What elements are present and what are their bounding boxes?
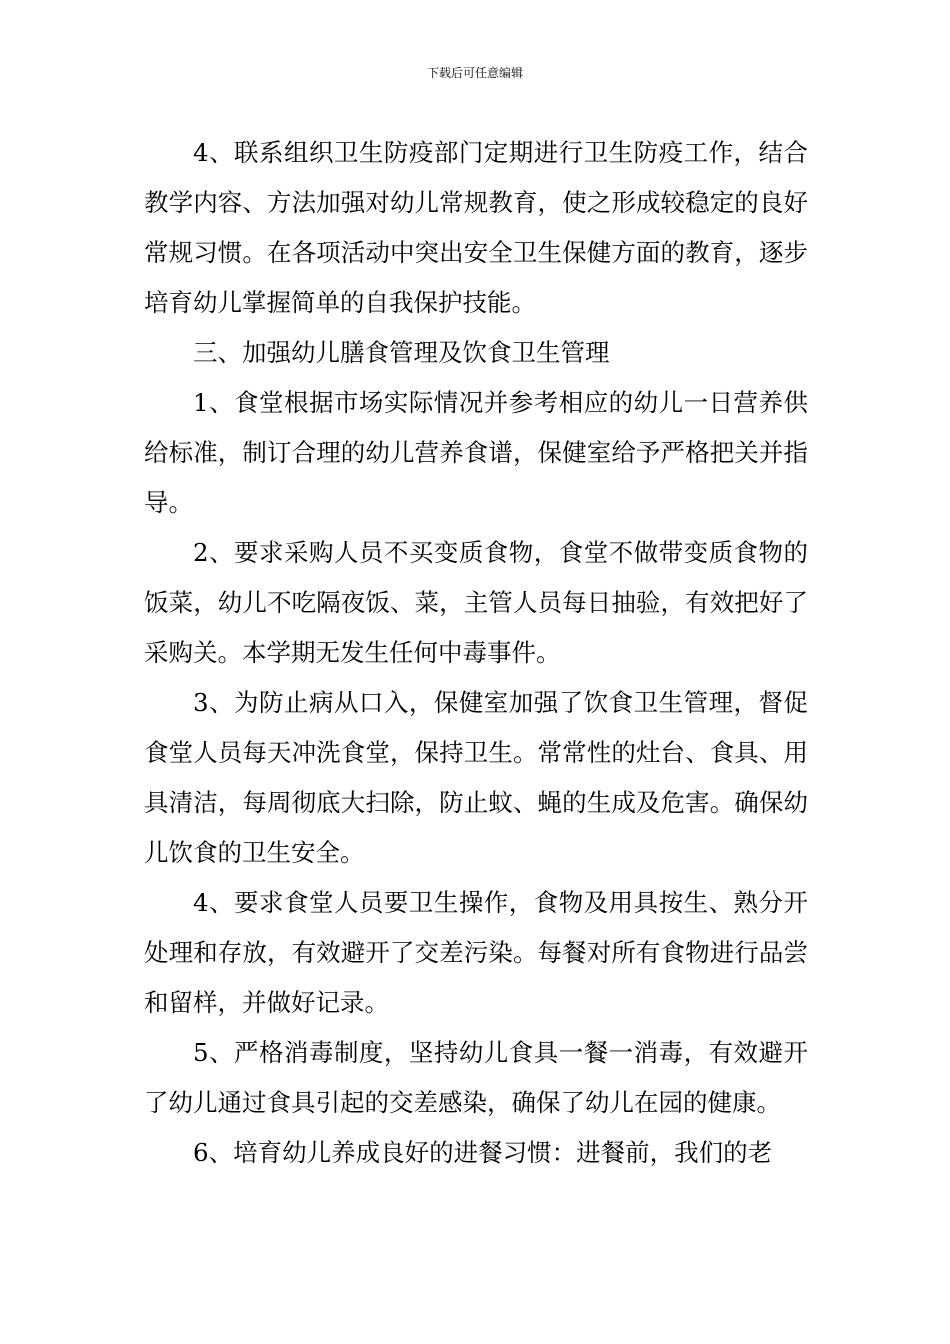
paragraph-item-6-eating-habits: 6、培育幼儿养成良好的进餐习惯：进餐前，我们的老 bbox=[193, 1138, 773, 1167]
paragraph-item-4-food-handling: 4、要求食堂人员要卫生操作，食物及用具按生、熟分开处理和存放，有效避开了交差污染。每餐对所有食物进行品尝和留样，并做好记录。 bbox=[144, 888, 808, 1017]
section-heading-diet-management: 三、加强幼儿膳食管理及饮食卫生管理 bbox=[193, 338, 610, 367]
paragraph-item-1-nutrition-menu: 1、食堂根据市场实际情况并参考相应的幼儿一日营养供给标准，制订合理的幼儿营养食谱，保健室给予严格把关并指导。 bbox=[144, 388, 808, 517]
paragraph-item-4-hygiene-education: 4、联系组织卫生防疫部门定期进行卫生防疫工作，结合教学内容、方法加强对幼儿常规教育，使之形成较稳定的良好常规习惯。在各项活动中突出安全卫生保健方面的教育，逐步培育幼儿掌握简单的自我保护技能。 bbox=[144, 138, 808, 317]
paragraph-item-5-disinfection: 5、严格消毒制度，坚持幼儿食具一餐一消毒，有效避开了幼儿通过食具引起的交差感染，确保了幼儿在园的健康。 bbox=[144, 1038, 808, 1117]
page-header-note: 下载后可任意编辑 bbox=[426, 66, 523, 80]
paragraph-item-3-canteen-hygiene: 3、为防止病从口入，保健室加强了饮食卫生管理，督促食堂人员每天冲洗食堂，保持卫生。常常性的灶台、食具、用具清洁，每周彻底大扫除，防止蚊、蝇的生成及危害。确保幼儿饮食的卫生安全。 bbox=[144, 688, 808, 867]
document-body bbox=[144, 128, 808, 1178]
paragraph-item-2-purchasing: 2、要求采购人员不买变质食物，食堂不做带变质食物的饭菜，幼儿不吃隔夜饭、菜，主管人员每日抽验，有效把好了采购关。本学期无发生任何中毒事件。 bbox=[144, 538, 808, 667]
